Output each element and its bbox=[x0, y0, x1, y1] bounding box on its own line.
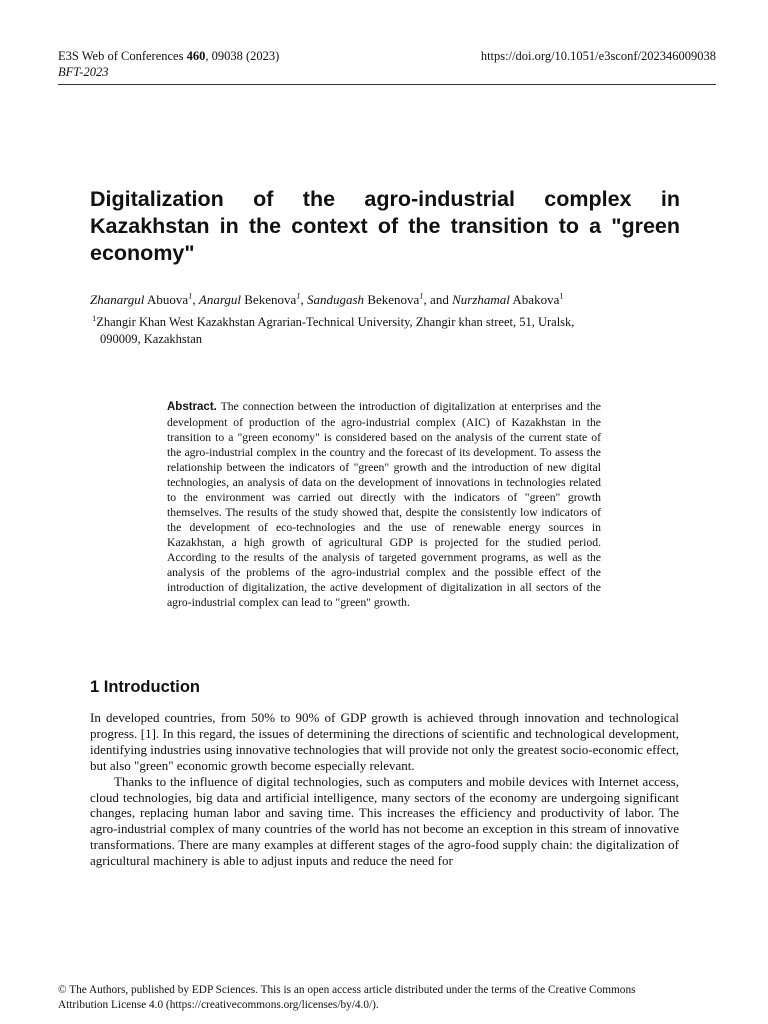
author-family-name: Bekenova bbox=[241, 292, 297, 307]
abstract-text: The connection between the introduction of digitalization at enterprises and the development of production of the agro-industrial complex (AIC) of Kazakhstan in the transition to a "green economy" is considered based on the analysis of the current state of the agro-industrial complex in the country and the forecast of its development. To assess the relationship between the indicators of "green" growth and the introduction of new digital technologies, an analysis of data on the development of innovations in technologies related to the environment was carried out directly with the indicators of "green" growth themselves. The results of the study showed that, despite the consistently low indicators of the development of eco-technologies and the use of renewable energy sources in Kazakhstan, a high growth of agricultural GDP is projected for the studied period. According to the results of the analysis of targeted government programs, as well as the analysis of the problems of the agro-industrial complex and the possible effect of the introduction of digitalization, the active development of digitalization in all sectors of the agro-industrial complex can lead to "green" growth. bbox=[167, 400, 601, 609]
author-family-name: Bekenova bbox=[364, 292, 420, 307]
author-separator: , and bbox=[423, 292, 453, 307]
author-family-name: Abakova bbox=[509, 292, 560, 307]
paper-title: Digitalization of the agro-industrial complex in Kazakhstan in the context of the transition to a "green economy" bbox=[90, 187, 680, 265]
header-divider bbox=[58, 84, 716, 85]
conference-name: BFT-2023 bbox=[58, 65, 109, 79]
license-line-2: Attribution License 4.0 (https://creativecommons.org/licenses/by/4.0/). bbox=[58, 999, 379, 1011]
license-line-1: © The Authors, published by EDP Sciences. This is an open access article distributed under the terms of the Creative Commons bbox=[58, 984, 636, 996]
affiliation-line-2: 090009, Kazakhstan bbox=[100, 332, 203, 346]
journal-article-number: , 09038 (2023) bbox=[205, 49, 280, 63]
section-heading: 1 Introduction bbox=[90, 678, 200, 696]
author bbox=[307, 292, 452, 307]
author-given-name: Sandugash bbox=[307, 292, 365, 307]
author bbox=[452, 292, 564, 307]
abstract bbox=[167, 399, 601, 610]
author-affiliation-marker: 1 bbox=[559, 290, 564, 301]
author bbox=[90, 292, 199, 307]
section-body bbox=[90, 710, 679, 869]
affiliation-line-1: Zhangir Khan West Kazakhstan Agrarian-Technical University, Zhangir khan street, 51, Uralsk, bbox=[96, 315, 575, 329]
journal-name: E3S Web of Conferences bbox=[58, 49, 187, 63]
author-affiliation-marker: 1 bbox=[188, 290, 193, 301]
author-affiliation-marker: 1 bbox=[419, 290, 424, 301]
author-separator: , bbox=[300, 292, 307, 307]
author-list bbox=[90, 291, 690, 308]
license-footer bbox=[58, 983, 728, 1013]
author-given-name: Anargul bbox=[198, 292, 242, 307]
author-given-name: Zhanargul bbox=[90, 292, 145, 307]
body-paragraph: In developed countries, from 50% to 90% of GDP growth is achieved through innovation and technological progress. [1]. In this regard, the issues of determining the directions of scientific and technological development, identifying industries using innovative technologies that will provide not only the greatest socio-economic effect, but also "green" economic growth become especially relevant. bbox=[90, 710, 679, 773]
journal-volume: 460 bbox=[186, 49, 206, 63]
body-paragraph: Thanks to the influence of digital technologies, such as computers and mobile devices with Internet access, cloud technologies, big data and artificial intelligence, many sectors of the economy are undergoing significant changes, replacing human labor and saving time. This increases the efficiency and productivity of labor. The agro-industrial complex of many countries of the world has not become an exception in this stream of innovative transformations. There are many examples at different stages of the agro-food supply chain: the digitalization of agricultural machinery is able to adjust inputs and reduce the need for bbox=[90, 773, 679, 869]
journal-citation bbox=[58, 48, 279, 64]
author-family-name: Abuova bbox=[144, 292, 189, 307]
affiliation-marker: 1 bbox=[92, 312, 97, 323]
author bbox=[199, 292, 307, 307]
author-separator: , bbox=[192, 292, 199, 307]
affiliation bbox=[92, 314, 682, 348]
author-given-name: Nurzhamal bbox=[452, 292, 510, 307]
doi-link[interactable]: https://doi.org/10.1051/e3sconf/202346009038 bbox=[480, 49, 716, 63]
abstract-label: Abstract. bbox=[167, 401, 217, 413]
author-affiliation-marker: 1 bbox=[296, 290, 301, 301]
